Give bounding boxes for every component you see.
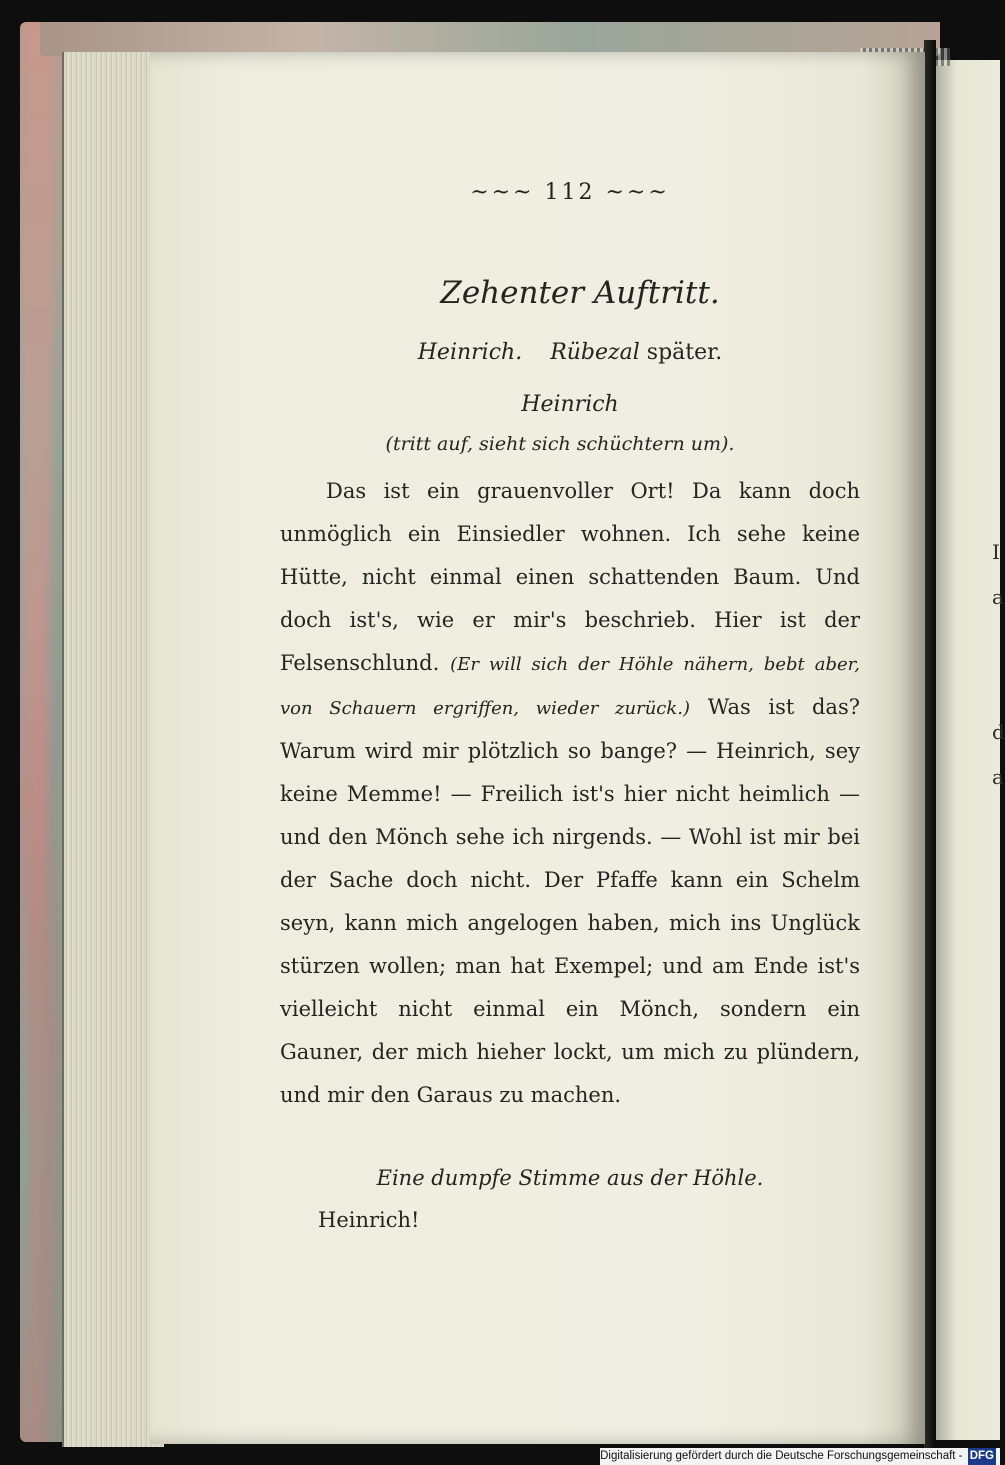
- character-heinrich: Heinrich.: [417, 340, 523, 365]
- dfg-logo: DFG: [968, 1448, 996, 1465]
- speech-paragraph: [280, 470, 860, 1117]
- facing-page-letter: d: [992, 720, 1005, 744]
- character-ruebezal: Rübezal: [550, 340, 640, 365]
- speech-part-2: Was ist das? Warum wird mir plötzlich so bange? — Heinrich, sey keine Memme! — Freilich ist's hier nicht heimlich — und den Mönch sehe ich nirgends. — Wohl ist mir bei der Sache doch nicht. Der Pfaffe kann ein Schelm seyn, kann mich angelogen haben, mich ins Unglück stürzen wollen; man hat Exempel; und am Ende ist's vielleicht nicht einmal ein Mönch, sondern ein Gauner, der mich hieher lockt, um mich zu plündern, und mir den Garaus zu machen.: [280, 695, 860, 1107]
- wave-ornament-right: ~~~: [605, 180, 670, 205]
- wave-ornament-left: ~~~: [470, 180, 535, 205]
- book-cover-top: [40, 22, 940, 56]
- character-later-note: später.: [646, 340, 723, 365]
- facing-page-letter: a: [992, 765, 1004, 789]
- voice-direction: Eine dumpfe Stimme aus der Höhle.: [376, 1166, 764, 1190]
- speech-part-1: Das ist ein grauenvoller Ort! Da kann doch unmöglich ein Einsiedler wohnen. Ich sehe keine Hütte, nicht einmal einen schattenden Baum. Und doch ist's, wie er mir's beschrieb. Hier ist der Felsenschlund.: [280, 479, 860, 675]
- digitization-footer: [600, 1448, 1000, 1465]
- running-header: [450, 180, 690, 205]
- speaker-name: Heinrich: [521, 392, 619, 417]
- character-list: [340, 340, 800, 365]
- facing-page-letter: I: [992, 540, 1000, 564]
- footer-text: Digitalisierung gefördert durch die Deutsche Forschungsgemeinschaft -: [600, 1450, 963, 1462]
- speech-text: [280, 470, 860, 1117]
- voice-line: Heinrich!: [318, 1208, 420, 1232]
- facing-page-letter: a: [992, 585, 1004, 609]
- inline-stage-direction: (Er will sich der Höhle nähern, bebt aber, von Schauern ergriffen, wieder zurück.): [280, 654, 860, 719]
- book-gutter: [924, 40, 936, 1460]
- stage-direction: (tritt auf, sieht sich schüchtern um).: [385, 433, 735, 455]
- facing-page: [934, 60, 1000, 1440]
- page-block-edge: [62, 52, 164, 1447]
- scene-title: Zehenter Auftritt.: [440, 275, 720, 311]
- page-number: 112: [544, 180, 596, 205]
